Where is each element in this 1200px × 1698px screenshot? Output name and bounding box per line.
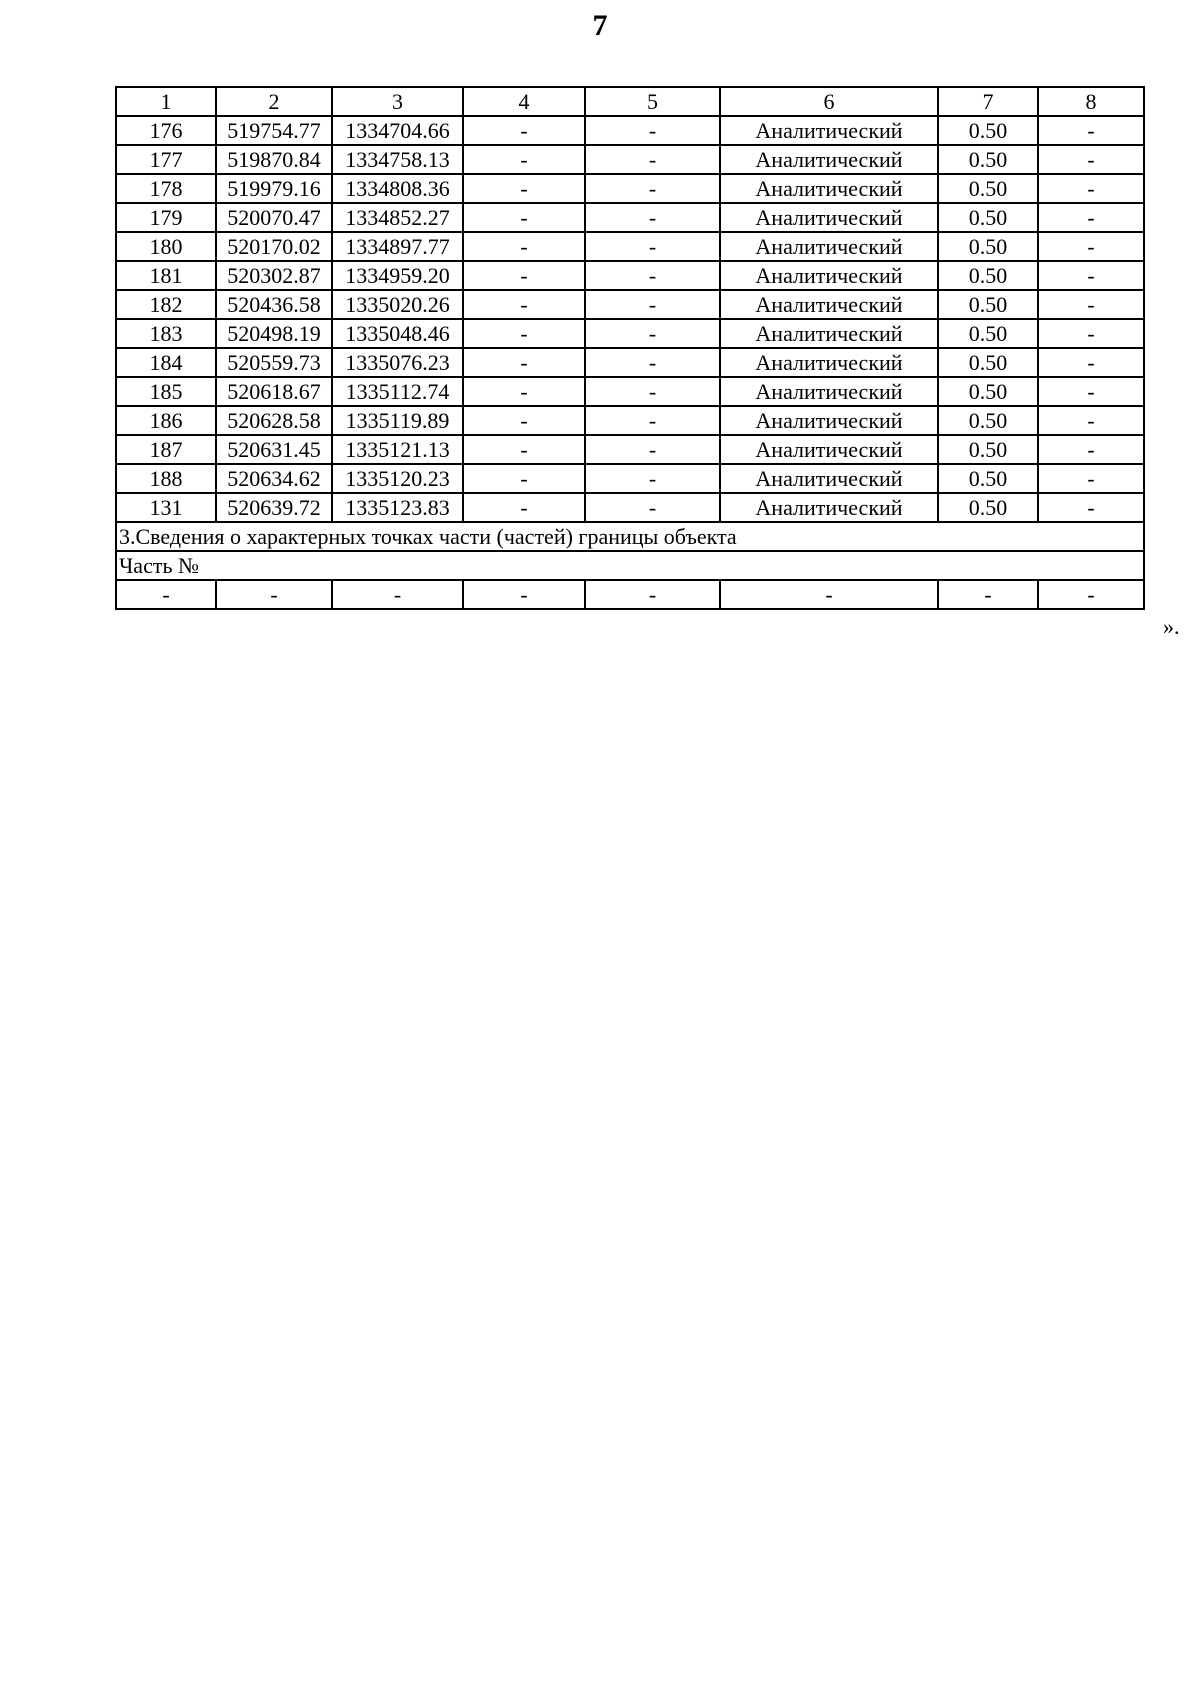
table-cell: - — [463, 319, 585, 348]
table-cell: 181 — [116, 261, 216, 290]
table-cell: - — [1038, 145, 1144, 174]
table-cell: 0.50 — [938, 435, 1038, 464]
table-cell: - — [1038, 232, 1144, 261]
table-cell: 188 — [116, 464, 216, 493]
table-cell: 186 — [116, 406, 216, 435]
table-cell: 520070.47 — [216, 203, 332, 232]
table-cell: 0.50 — [938, 145, 1038, 174]
table-cell: - — [585, 406, 720, 435]
header-cell: 8 — [1038, 87, 1144, 116]
table-cell: - — [1038, 435, 1144, 464]
table-cell: - — [585, 580, 720, 609]
table-cell: 0.50 — [938, 203, 1038, 232]
table-cell: Аналитический — [720, 174, 938, 203]
table-cell: - — [463, 435, 585, 464]
header-cell: 2 — [216, 87, 332, 116]
table-cell: - — [1038, 348, 1144, 377]
table-cell: Аналитический — [720, 116, 938, 145]
table-cell: - — [1038, 203, 1144, 232]
table-cell: Аналитический — [720, 290, 938, 319]
table-cell: 0.50 — [938, 348, 1038, 377]
table-cell: 519754.77 — [216, 116, 332, 145]
coordinates-table — [115, 86, 1145, 610]
table-cell: 1334808.36 — [332, 174, 463, 203]
table-cell: Аналитический — [720, 232, 938, 261]
table-cell: 1334704.66 — [332, 116, 463, 145]
table-cell: - — [463, 377, 585, 406]
table-cell: - — [1038, 493, 1144, 522]
table-cell: - — [1038, 377, 1144, 406]
table-cell: 0.50 — [938, 232, 1038, 261]
table-cell: - — [1038, 261, 1144, 290]
table-row — [116, 435, 1144, 464]
table-cell: Аналитический — [720, 406, 938, 435]
table-cell: - — [1038, 174, 1144, 203]
table-row — [116, 319, 1144, 348]
table-cell: - — [216, 580, 332, 609]
table-row — [116, 116, 1144, 145]
table-cell: Аналитический — [720, 348, 938, 377]
table-cell: 0.50 — [938, 377, 1038, 406]
part-label: Часть № — [116, 551, 1144, 580]
table-cell: 182 — [116, 290, 216, 319]
table-cell: - — [585, 261, 720, 290]
table-cell: 0.50 — [938, 261, 1038, 290]
table-cell: - — [116, 580, 216, 609]
table-cell: 520302.87 — [216, 261, 332, 290]
table-cell: 520628.58 — [216, 406, 332, 435]
table-cell: 0.50 — [938, 464, 1038, 493]
table-cell: Аналитический — [720, 261, 938, 290]
table-cell: - — [463, 348, 585, 377]
table-row — [116, 290, 1144, 319]
table-cell: 520170.02 — [216, 232, 332, 261]
table-cell: 1334897.77 — [332, 232, 463, 261]
table-cell: - — [463, 116, 585, 145]
table-cell: 1335076.23 — [332, 348, 463, 377]
table-body — [116, 87, 1144, 609]
table-cell: 1334959.20 — [332, 261, 463, 290]
table-cell: Аналитический — [720, 377, 938, 406]
table-cell: 520639.72 — [216, 493, 332, 522]
table-cell: 177 — [116, 145, 216, 174]
table-cell: - — [585, 290, 720, 319]
table-cell: 178 — [116, 174, 216, 203]
table-cell: - — [332, 580, 463, 609]
table-cell: - — [1038, 116, 1144, 145]
table-cell: - — [585, 116, 720, 145]
table-cell: - — [1038, 290, 1144, 319]
table-cell: - — [1038, 319, 1144, 348]
header-cell: 6 — [720, 87, 938, 116]
table-cell: 1335123.83 — [332, 493, 463, 522]
table-row — [116, 232, 1144, 261]
table-cell: 184 — [116, 348, 216, 377]
table-cell: 519870.84 — [216, 145, 332, 174]
table-cell: 520498.19 — [216, 319, 332, 348]
table-cell: - — [463, 261, 585, 290]
table-cell: - — [1038, 580, 1144, 609]
table-cell: - — [463, 290, 585, 319]
table-cell: 520559.73 — [216, 348, 332, 377]
table-cell: 176 — [116, 116, 216, 145]
table-row — [116, 493, 1144, 522]
table-cell: 1335020.26 — [332, 290, 463, 319]
table-cell: - — [1038, 406, 1144, 435]
table-cell: Аналитический — [720, 203, 938, 232]
table-cell: - — [463, 232, 585, 261]
table-cell: - — [938, 580, 1038, 609]
table-cell: 1335121.13 — [332, 435, 463, 464]
table-row — [116, 174, 1144, 203]
table-cell: Аналитический — [720, 319, 938, 348]
table-cell: - — [463, 174, 585, 203]
table-cell: - — [720, 580, 938, 609]
table-cell: - — [585, 232, 720, 261]
part-label-row — [116, 551, 1144, 580]
header-cell: 1 — [116, 87, 216, 116]
table-row — [116, 348, 1144, 377]
table-cell: 1335048.46 — [332, 319, 463, 348]
closing-quote-mark: ». — [1163, 614, 1180, 639]
header-cell: 4 — [463, 87, 585, 116]
table-cell: 0.50 — [938, 116, 1038, 145]
table-cell: - — [585, 377, 720, 406]
table-row — [116, 406, 1144, 435]
table-cell: 520634.62 — [216, 464, 332, 493]
table-cell: 0.50 — [938, 290, 1038, 319]
table-cell: 0.50 — [938, 493, 1038, 522]
table-cell: 131 — [116, 493, 216, 522]
table-cell: 1334852.27 — [332, 203, 463, 232]
table-cell: 179 — [116, 203, 216, 232]
table-row — [116, 464, 1144, 493]
table-cell: 520631.45 — [216, 435, 332, 464]
header-cell: 7 — [938, 87, 1038, 116]
table-cell: - — [585, 203, 720, 232]
table-cell: 183 — [116, 319, 216, 348]
table-cell: - — [585, 174, 720, 203]
table-cell: - — [463, 493, 585, 522]
table-cell: 0.50 — [938, 319, 1038, 348]
table-cell: 185 — [116, 377, 216, 406]
page-number: 7 — [592, 9, 608, 42]
table-cell: - — [463, 580, 585, 609]
table-cell: 1335119.89 — [332, 406, 463, 435]
table-cell: 1335120.23 — [332, 464, 463, 493]
table-cell: 0.50 — [938, 406, 1038, 435]
table-cell: 1334758.13 — [332, 145, 463, 174]
table-cell: 1335112.74 — [332, 377, 463, 406]
table-cell: - — [463, 406, 585, 435]
table-cell: Аналитический — [720, 435, 938, 464]
table-cell: - — [585, 493, 720, 522]
empty-part-row — [116, 580, 1144, 609]
table-cell: - — [463, 203, 585, 232]
table-cell: Аналитический — [720, 493, 938, 522]
table-cell: - — [463, 464, 585, 493]
section-title-row — [116, 522, 1144, 551]
table-cell: - — [585, 348, 720, 377]
table-row — [116, 145, 1144, 174]
table-cell: 187 — [116, 435, 216, 464]
table-cell: - — [585, 319, 720, 348]
table-row — [116, 377, 1144, 406]
table-cell: - — [585, 145, 720, 174]
table-cell: - — [463, 145, 585, 174]
header-row — [116, 87, 1144, 116]
header-cell: 3 — [332, 87, 463, 116]
table-cell: Аналитический — [720, 145, 938, 174]
table-row — [116, 261, 1144, 290]
table-cell: Аналитический — [720, 464, 938, 493]
table-cell: - — [585, 464, 720, 493]
table-cell: - — [1038, 464, 1144, 493]
table-cell: - — [585, 435, 720, 464]
table-cell: 519979.16 — [216, 174, 332, 203]
table-cell: 520436.58 — [216, 290, 332, 319]
table-cell: 520618.67 — [216, 377, 332, 406]
table-row — [116, 203, 1144, 232]
table-cell: 180 — [116, 232, 216, 261]
table-cell: 0.50 — [938, 174, 1038, 203]
header-cell: 5 — [585, 87, 720, 116]
section-title: 3.Сведения о характерных точках части (частей) границы объекта — [116, 522, 1144, 551]
